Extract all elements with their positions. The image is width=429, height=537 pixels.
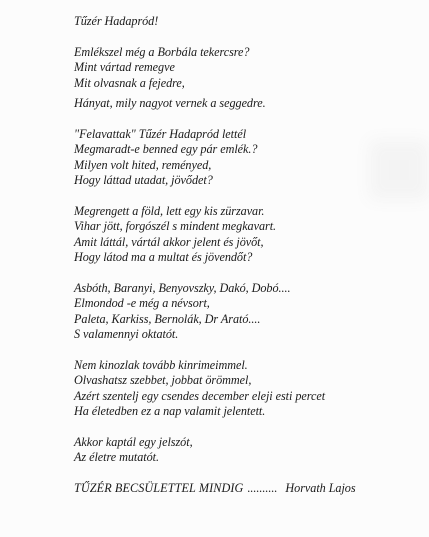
poem-line: "Felavattak" Tűzér Hadapród lettél <box>74 126 247 141</box>
stanza-6 <box>74 358 414 420</box>
poem-line: Amit láttál, vártál akkor jelent és jövőt, <box>74 234 264 249</box>
stanza-7 <box>74 435 414 466</box>
poem-line: Asbóth, Baranyi, Benyovszky, Dakó, Dobó.... <box>74 280 291 295</box>
stanza-1 <box>74 45 414 92</box>
motto: TŰZÉR BECSÜLETTEL MINDIG <box>74 480 244 495</box>
poem-line: Vihar jött, forgószél s mindent megkavart. <box>74 219 277 233</box>
stanza-3 <box>74 127 414 189</box>
poem-line: S valamennyi oktatót. <box>74 327 179 341</box>
poem-line: Olvashatsz szebbet, jobbat örömmel, <box>74 373 252 387</box>
poem-line: Paleta, Karkiss, Bernolák, Dr Arató.... <box>74 311 261 326</box>
poem-line: Hogy látod ma a multat és jövendőt? <box>74 250 253 264</box>
poem-line: Ha életedben ez a nap valamit jelentett. <box>74 404 266 418</box>
poem-line: Megrengett a föld, lett egy kis zürzavar. <box>74 203 265 218</box>
stanza-5 <box>74 281 414 343</box>
poem <box>74 14 414 497</box>
poem-line: Hogy láttad utadat, jövődet? <box>74 173 213 187</box>
signature-dots: .......... <box>247 480 278 495</box>
poem-line: Megmaradt-e benned egy pár emlék.? <box>74 142 258 156</box>
poem-title: Tűzér Hadapród! <box>74 14 159 28</box>
poem-line: Akkor kaptál egy jelszót, <box>74 434 193 449</box>
poem-line: Elmondod -e még a névsort, <box>74 296 210 310</box>
signature-line <box>74 481 414 497</box>
poem-line: Mit olvasnak a fejedre, <box>74 75 185 90</box>
stanza-2 <box>74 96 414 112</box>
poem-line: Az életre mutatót. <box>74 450 159 464</box>
poem-line: Emlékszel még a Borbála tekercsre? <box>74 44 250 59</box>
author-name: Horvath Lajos <box>285 480 356 495</box>
poem-line: Nem kinozlak tovább kinrimeimmel. <box>74 357 248 372</box>
poem-line: Mint vártad remegve <box>74 60 175 74</box>
poem-line: Hányat, mily nagyot vernek a seggedre. <box>74 96 266 110</box>
poem-line: Azért szentelj egy csendes december eleji esti percet <box>74 388 326 403</box>
poem-line: Milyen volt hited, reményed, <box>74 157 212 172</box>
stanza-4 <box>74 204 414 266</box>
